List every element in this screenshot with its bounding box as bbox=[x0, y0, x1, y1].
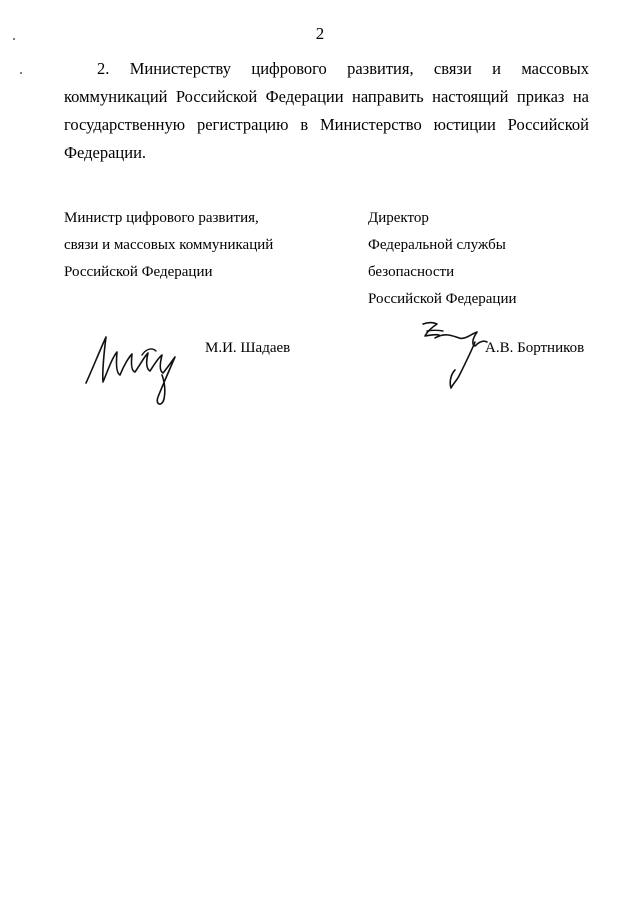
signatory-right-title-line: Федеральной службы bbox=[368, 237, 506, 253]
signatory-left-title-line: Министр цифрового развития, bbox=[64, 210, 259, 226]
signatory-right-title-line: безопасности bbox=[368, 264, 455, 280]
scan-speck bbox=[20, 72, 22, 74]
signatory-left-title bbox=[64, 205, 344, 286]
page-number: 2 bbox=[315, 24, 325, 43]
signatory-left-title-line: связи и массовых коммуникаций bbox=[64, 237, 274, 253]
signatory-right-title-line: Директор bbox=[368, 210, 429, 226]
body-paragraph: 2. Министерству цифрового развития, связи и массовых коммуникаций Российской Федерации направить настоящий приказ на государственную регистрацию в Министерство юстиции Российской Федерации. bbox=[64, 59, 589, 162]
signatory-right-name: А.В. Бортников bbox=[485, 340, 585, 356]
signatory-right-title-line: Российской Федерации bbox=[368, 291, 517, 307]
signatory-left-title-line: Российской Федерации bbox=[64, 264, 213, 280]
signature-left bbox=[82, 325, 197, 410]
signatory-left-name: М.И. Шадаев bbox=[205, 340, 291, 356]
signatory-right-title bbox=[368, 205, 588, 313]
